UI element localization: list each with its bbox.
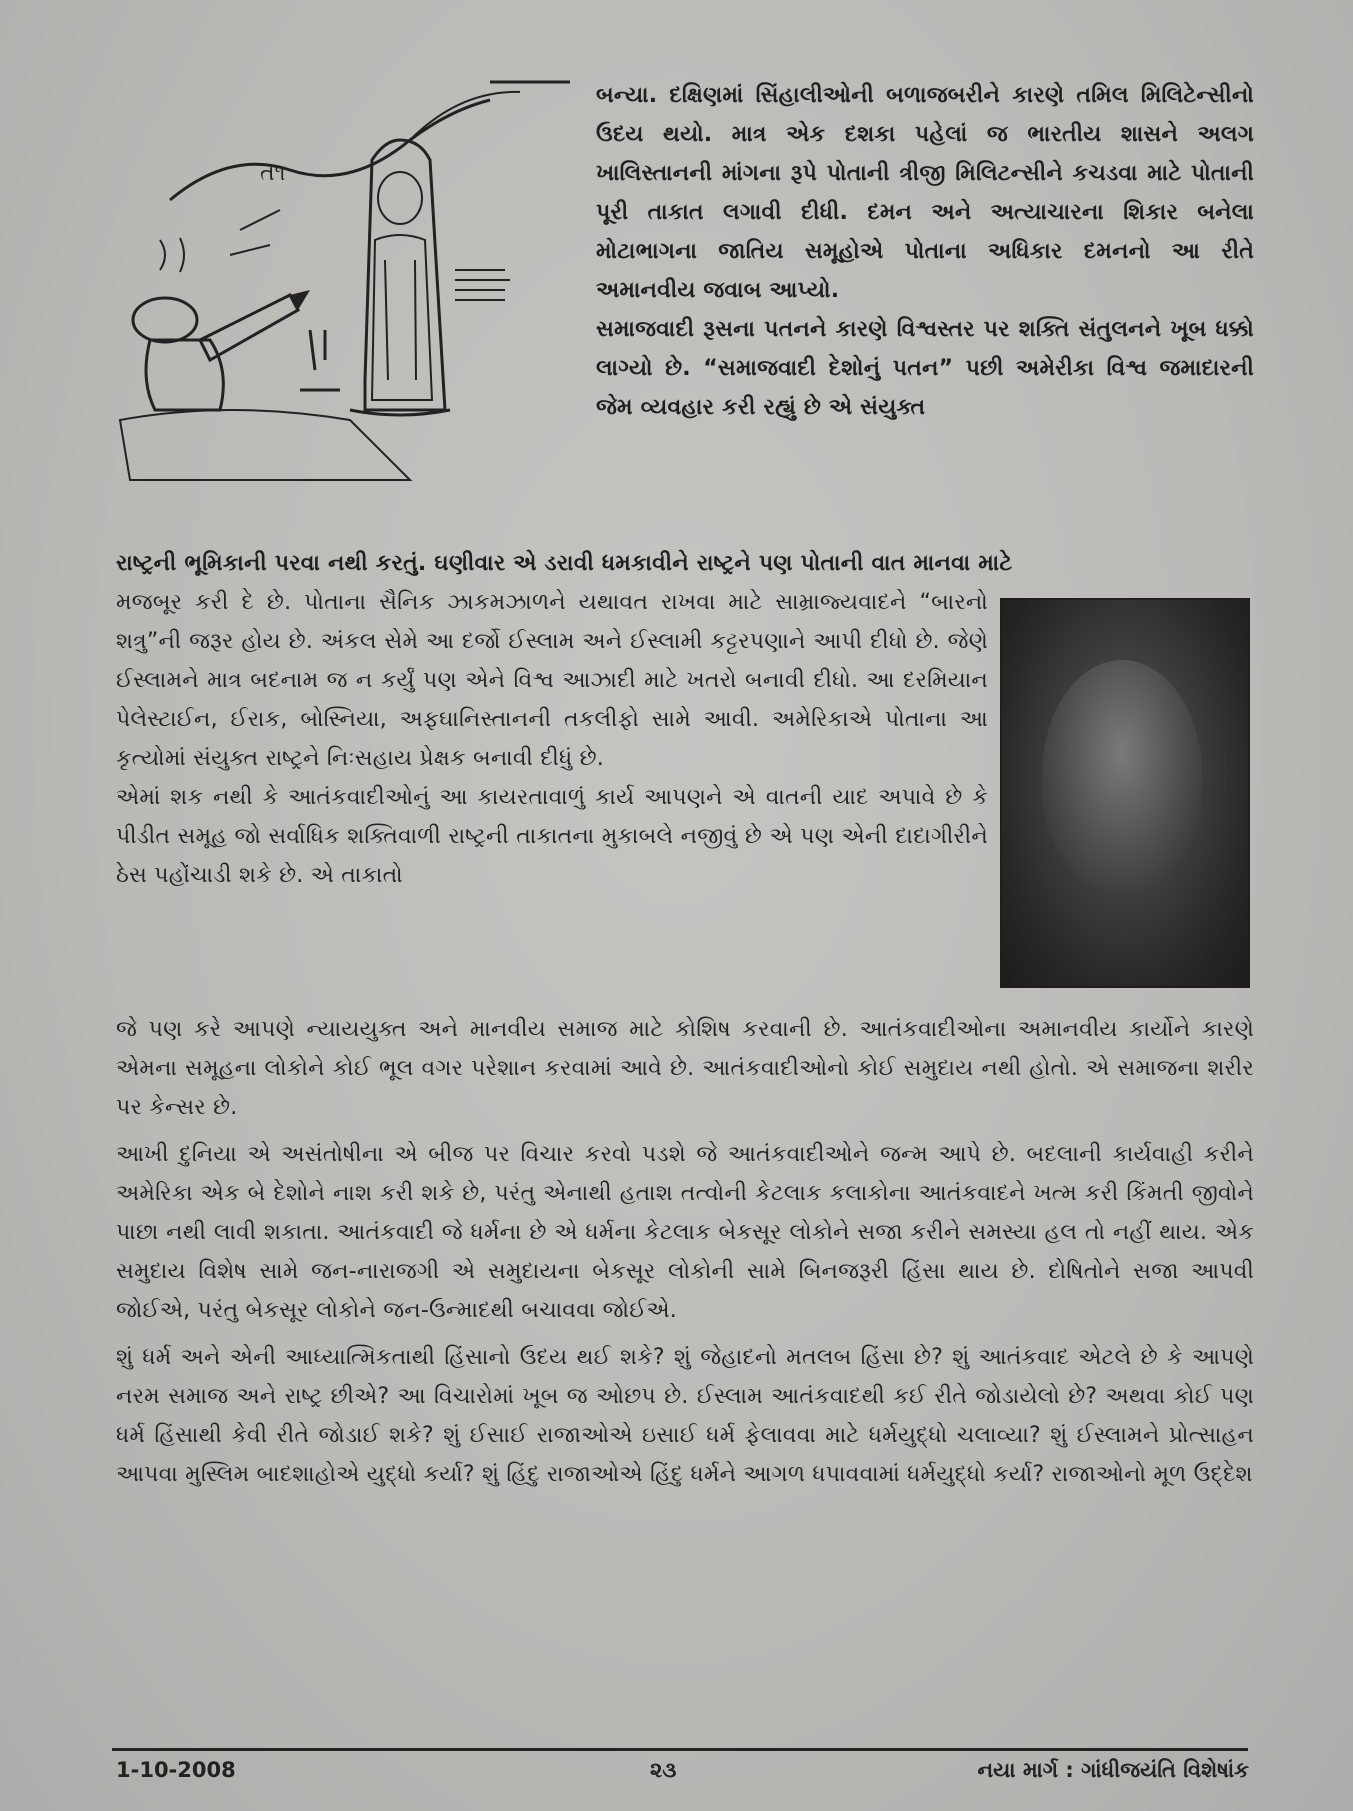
footer-date: 1-10-2008 — [116, 1758, 236, 1782]
article-column-full-1 — [116, 544, 1254, 583]
paragraph-1: બન્યા. દક્ષિણમાં સિંહાલીઓની બળાજબરીને કારણે તમિલ મિલિટેન્સીનો ઉદય થયો. માત્ર એક દશકા પહેલાં જ ભારતીય શાસને અલગ ખાલિસ્તાનની માંગના રૂપે પોતાની ત્રીજી મિલિટન્સીને કચડવા માટે પોતાની પૂરી તાકાત લગાવી દીધી. દમન અને અત્યાચારના શિકાર બનેલા મોટાભાગના જાતિય સમૂહોએ પોતાના અધિકાર દમનનો આ રીતે અમાનવીય જવાબ આપ્યો. — [596, 83, 1254, 303]
paragraph-2-end: મજબૂર કરી દે છે. પોતાના સૈનિક ઝાકમઝાળને યથાવત રાખવા માટે સામ્રાજ્યવાદને “બારનો શત્રુ”ની જરૂર હોય છે. અંકલ સેમે આ દર્જો ઈસ્લામ અને ઈસ્લામી કટ્ટરપણાને આપી દીધો છે. જેણે ઈસ્લામને માત્ર બદનામ જ ન કર્યું પણ એને વિશ્વ આઝાદી માટે ખતરો બનાવી દીધો. આ દરમિયાન પેલેસ્ટાઈન, ઈરાક, બોસ્નિયા, અફઘાનિસ્તાનની તકલીફો સામે આવી. અમેરિકાએ પોતાના આ કૃત્યોમાં સંયુક્ત રાષ્ટ્રને નિઃસહાય પ્રેક્ષક બનાવી દીધું છે. — [116, 590, 988, 771]
portrait-photo — [1000, 598, 1250, 988]
footer-magazine-title: નયા માર્ગ : ગાંધીજયંતિ વિશેષાંક — [977, 1758, 1249, 1782]
cartoon-illustration — [110, 80, 580, 500]
paragraph-2-continued: રાષ્ટ્રની ભૂમિકાની પરવા નથી કરતું. ઘણીવાર એ ડરાવી ધમકાવીને રાષ્ટ્રને પણ પોતાની વાત માનવા માટે — [116, 551, 1013, 576]
svg-text:ત૧: ત૧ — [260, 161, 286, 186]
paragraph-5: શું ધર્મ અને એની આધ્યાત્મિકતાથી હિંસાનો ઉદય થઈ શકે? શું જેહાદનો મતલબ હિંસા છે? શું આતંકવાદ એટલે છે કે આપણે નરમ સમાજ અને રાષ્ટ્ર છીએ? આ વિચારોમાં ખૂબ જ ઓછપ છે. ઈસ્લામ આતંકવાદથી કઈ રીતે જોડાયેલો છે? અથવા કોઈ પણ ધર્મ હિંસાથી કેવી રીતે જોડાઈ શકે? શું ઈસાઈ રાજાઓએ ઇસાઈ ધર્મ ફેલાવવા માટે ધર્મયુદ્ધો ચલાવ્યા? શું ઈસ્લામને પ્રોત્સાહન આપવા મુસ્લિમ બાદશાહોએ યુદ્ધો કર્યા? શું હિંદુ રાજાઓએ હિંદુ ધર્મને આગળ ધપાવવામાં ધર્મયુદ્ધો કર્યા? રાજાઓનો મૂળ ઉદ્દેશ — [116, 1345, 1254, 1487]
article-column-full-2 — [116, 1010, 1254, 1494]
paragraph-4: આખી દુનિયા એ અસંતોષીના એ બીજ પર વિચાર કરવો પડશે જે આતંકવાદીઓને જન્મ આપે છે. બદલાની કાર્યવાહી કરીને અમેરિકા એક બે દેશોને નાશ કરી શકે છે, પરંતુ એનાથી હતાશ તત્વોની કેટલાક કલાકોના આતંકવાદને ખત્મ કરી કિંમતી જીવોને પાછા નથી લાવી શકાતા. આતંકવાદી જે ધર્મના છે એ ધર્મના કેટલાક બેકસૂર લોકોને સજા કરીને સમસ્યા હલ તો નહીં થાય. એક સમુદાય વિશેષ સામે જન-નારાજગી એ સમુદાયના બેકસૂર લોકોની સામે બિનજરૂરી હિંસા થાય છે. દોષિતોને સજા આપવી જોઈએ, પરંતુ બેકસૂર લોકોને જન-ઉન્માદથી બચાવવા જોઈએ. — [116, 1142, 1254, 1323]
article-column-top — [596, 76, 1254, 427]
footer-rule — [112, 1748, 1248, 1751]
paragraph-3-end: જે પણ કરે આપણે ન્યાયયુક્ત અને માનવીય સમાજ માટે કોશિષ કરવાની છે. આતંકવાદીઓના અમાનવીય કાર્યોને કારણે એમના સમૂહના લોકોને કોઈ ભૂલ વગર પરેશાન કરવામાં આવે છે. આતંકવાદીઓનો કોઈ સમુદાય નથી હોતો. એ સમાજના શરીર પર કેન્સર છે. — [116, 1017, 1254, 1120]
portrait-face — [1042, 660, 1202, 890]
article-column-beside-photo — [116, 583, 988, 895]
footer-page-number: ૨૩ — [650, 1758, 677, 1782]
paragraph-3-start: એમાં શક નથી કે આતંકવાદીઓનું આ કાયરતાવાળું કાર્ય આપણને એ વાતની યાદ અપાવે છે કે પીડીત સમૂહ જો સર્વાધિક શક્તિવાળી રાષ્ટ્રની તાકાતના મુકાબલે નજીવું છે એ પણ એની દાદાગીરીને ઠેસ પહોંચાડી શકે છે. એ તાકાતો — [116, 785, 988, 888]
paragraph-2-start: સમાજવાદી રૂસના પતનને કારણે વિશ્વસ્તર પર શક્તિ સંતુલનને ખૂબ ધક્કો લાગ્યો છે. “સમાજવાદી દેશોનું પતન” પછી અમેરીકા વિશ્વ જમાદારની જેમ વ્યવહાર કરી રહ્યું છે એ સંયુક્ત — [596, 317, 1254, 420]
